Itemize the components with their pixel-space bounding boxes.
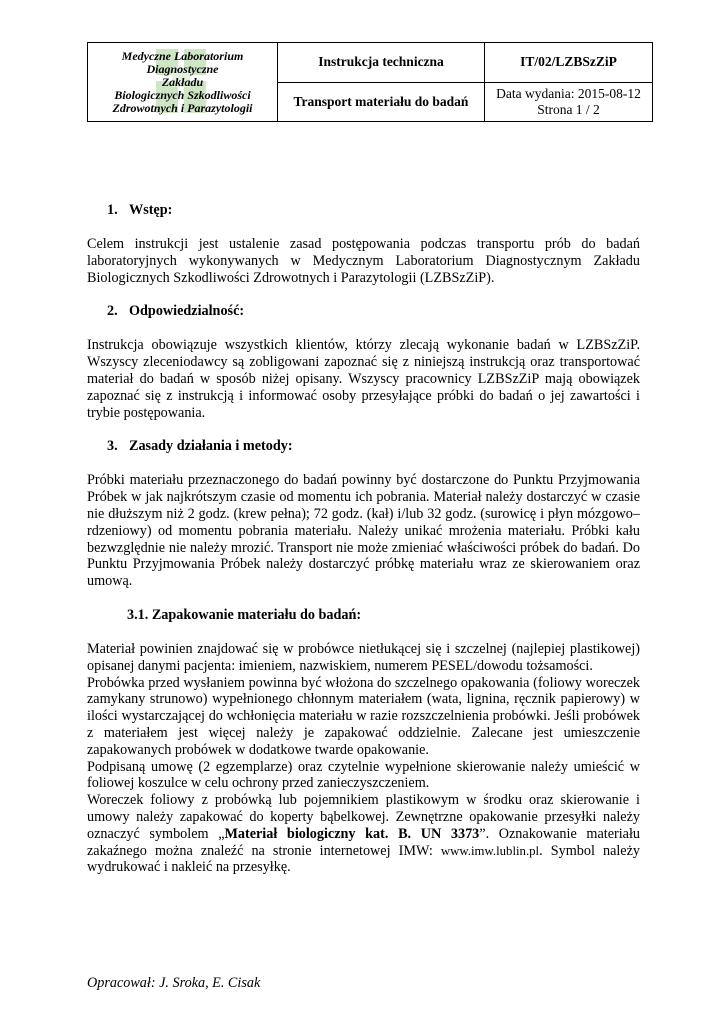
organization-name-line: Zdrowotnych i Parazytologii <box>112 100 253 115</box>
prepared-by-footer: Opracował: J. Sroka, E. Cisak <box>87 975 261 991</box>
section-text-introduction: Celem instrukcji jest ustalenie zasad postępowania podczas transportu prób do badań laboratoryjnych wykonywanych w Medycznym Laboratorium Diagnostycznym Zakładu Biologicznych Szkodliwości Zdrowotnych i Parazytologii (LZBSzZiP). <box>87 236 640 286</box>
section-title: Wstęp: <box>129 202 173 218</box>
section-heading-rules <box>87 438 640 455</box>
organization-name-line: Zakładu <box>161 74 204 89</box>
section-heading-introduction <box>87 202 640 219</box>
section-number: 1. <box>107 202 118 218</box>
packaging-text: ”. Oznakowanie materiału zakaźnego można znaleźć na stronie internetowej IMW: <box>87 825 640 859</box>
section-title: Zasady działania i metody: <box>129 438 293 455</box>
subsection-heading-packaging: 3.1. Zapakowanie materiału do badań: <box>127 606 362 623</box>
packaging-text: . Symbol należy wydrukować i nakleić na przesyłkę. <box>87 842 640 876</box>
section-text-rules: Próbki materiału przeznaczonego do badań powinny być dostarczone do Punktu Przyjmowania Próbek w jak najkrótszym czasie od momentu ich pobrania. Materiał należy dostarczyć w czasie nie dłuższym niż 2 godz. (krew pełna); 72 godz. (kał) i/lub 32 godz. (surowicę i płyn mózgowo–rdzeniowy) od momentu pobrania materiału. Należy unikać mrożenia materiału. Próbki kału bezwzględnie nie należy mrozić. Transport nie może zmieniać właściwości próbek do badań. Do Punktu Przyjmowania Próbek należy dostarczyć próbkę materiału wraz ze skierowaniem oraz umową. <box>87 472 640 590</box>
document-body <box>87 202 640 876</box>
packaging-text: Woreczek foliowy z probówką lub pojemnikiem plastikowym w środku oraz skierowanie i umowy należy zapakować do koperty bąbelkowej. Zewnętrzne opakowanie przesyłki należy oznaczyć symbolem „ <box>87 792 640 842</box>
organization-cell <box>88 43 278 122</box>
section-text-responsibility: Instrukcja obowiązuje wszystkich klientów, którzy zlecają wykonanie badań w LZBSzZiP. Wszyscy zleceniodawcy są zobligowani zapoznać się z niniejszą instrukcją oraz transportować materiał do badań w sposób niżej opisany. Wszyscy pracownicy LZBSzZiP mają obowiązek zapoznać się z instrukcją i informować osoby przesyłające próbki do badań o jej zawartości i trybie postępowania. <box>87 337 640 421</box>
biological-material-label: Materiał biologiczny kat. B. UN 3373 <box>224 825 480 842</box>
document-header-table <box>87 42 653 122</box>
packaging-paragraph: Materiał powinien znajdować się w probówce nietłukącej się i szczelnej (najlepiej plastikowej) opisanej danymi pacjenta: imieniem, nazwiskiem, numerem PESEL/dowodu tożsamości. <box>87 640 640 674</box>
document-type: Instrukcja techniczna <box>278 43 485 83</box>
document-code: IT/02/LZBSzZiP <box>485 43 653 83</box>
section-heading-responsibility <box>87 303 640 320</box>
section-title: Odpowiedzialność: <box>129 303 245 320</box>
issue-date: Data wydania: 2015-08-12 <box>496 85 641 101</box>
imw-website-link[interactable]: www.imw.lublin.pl <box>440 843 540 858</box>
organization-name-line: Medyczne Laboratorium <box>121 48 244 63</box>
page-number: Strona 1 / 2 <box>537 101 600 117</box>
section-number: 2. <box>107 303 118 320</box>
organization-name-line: Diagnostyczne <box>146 61 219 76</box>
issue-info-cell <box>485 82 653 122</box>
packaging-paragraph: Podpisaną umowę (2 egzemplarze) oraz czytelnie wypełnione skierowanie należy umieścić w foliowej koszulce w celu ochrony przed zanieczyszczeniem. <box>87 758 640 792</box>
packaging-paragraph <box>87 792 640 876</box>
packaging-paragraph: Probówka przed wysłaniem powinna być włożona do szczelnego opakowania (foliowy woreczek zamykany strunowo) wypełnionego chłonnym materiałem (wata, lignina, ręcznik papierowy) w ilości wystarczającej do wchłonięcia materiału w razie rozszczelnienia probówki. Jeśli probówek z materiałem jest więcej należy je zapakować oddzielnie. Zalecane jest umieszczenie zapakowanych probówek w dodatkowe twarde opakowanie. <box>87 674 640 758</box>
organization-name <box>88 50 277 115</box>
section-number: 3. <box>107 438 118 455</box>
organization-name-line: Biologicznych Szkodliwości <box>114 87 251 102</box>
document-title: Transport materiału do badań <box>278 82 485 122</box>
